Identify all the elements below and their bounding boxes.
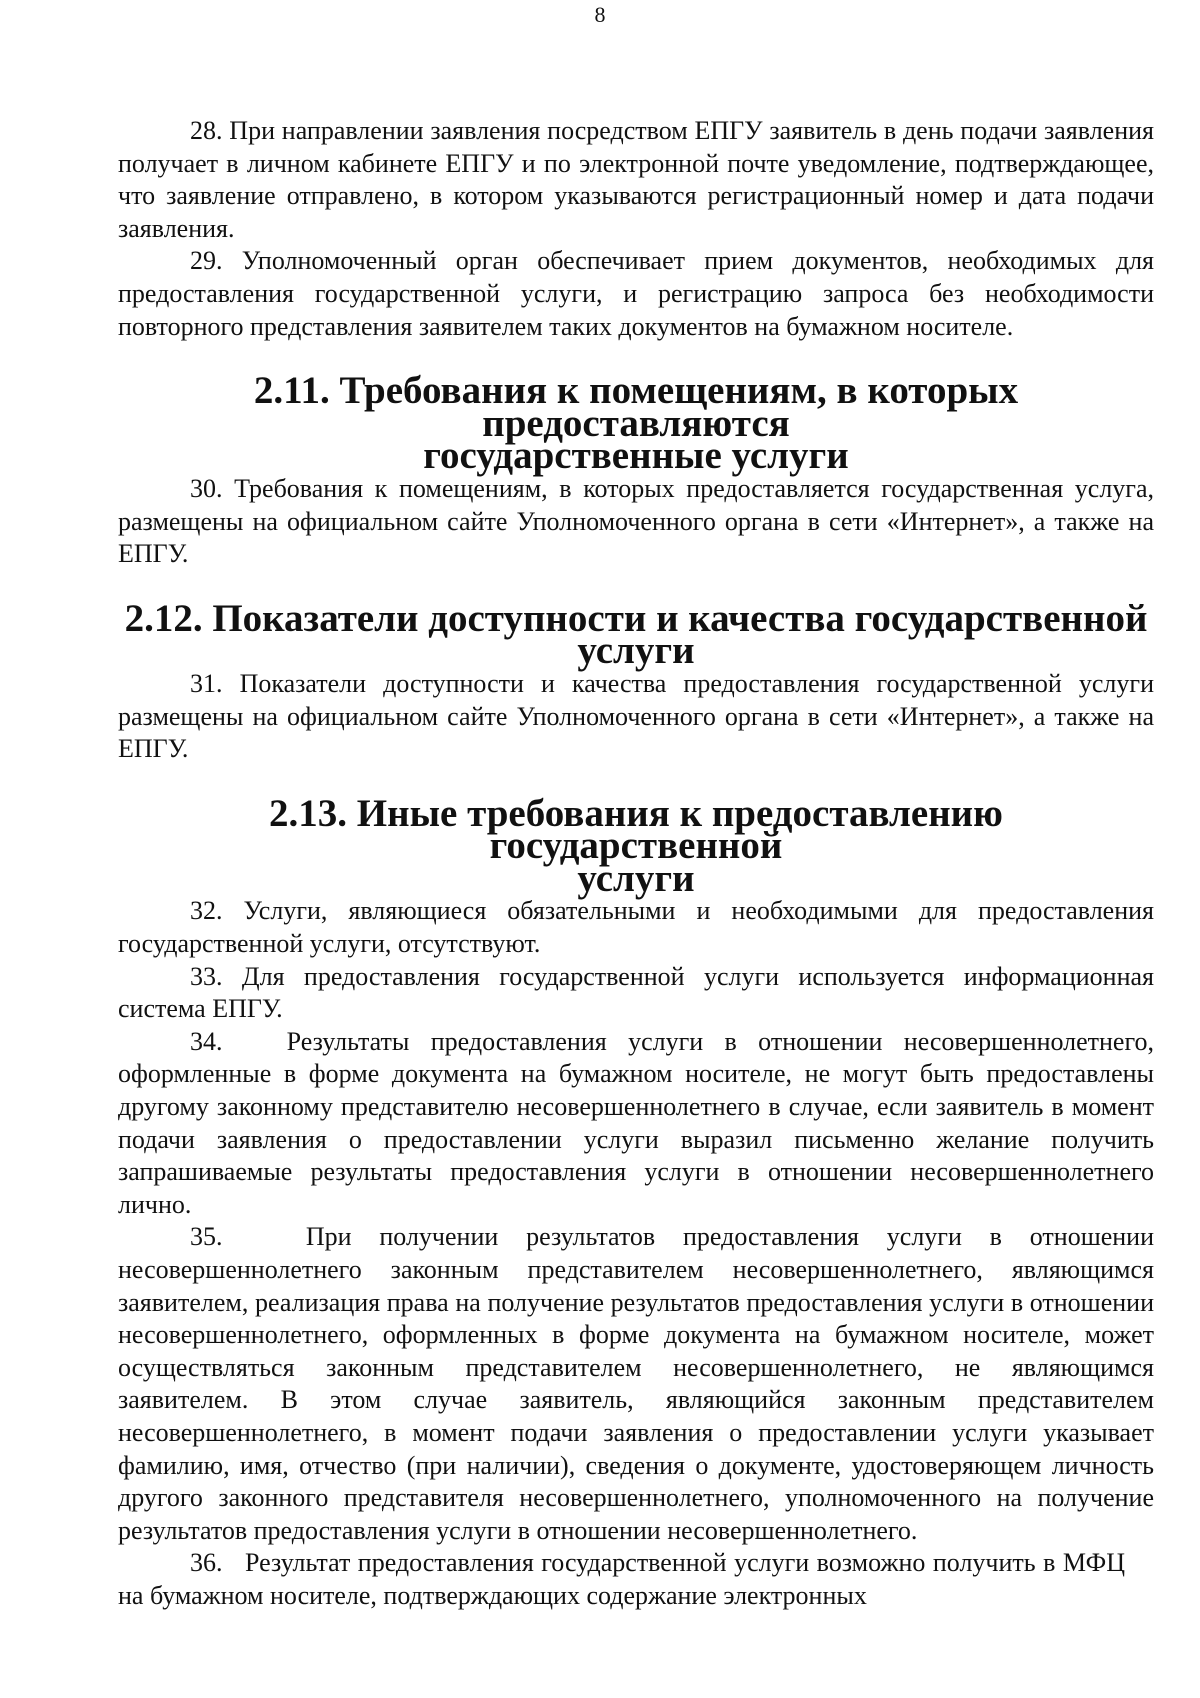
section-heading-2-13: [118, 791, 1154, 900]
paragraph-32: 32. Услуги, являющиеся обязательными и необходимыми для предоставления государственной услуги, отсутствуют.: [118, 896, 1154, 959]
paragraph-28: 28. При направлении заявления посредством ЕПГУ заявитель в день подачи заявления получает в личном кабинете ЕПГУ и по электронной почте уведомление, подтверждающее, что заявление отправлено, в котором указываются регистрационный номер и дата подачи заявления.: [118, 116, 1154, 243]
paragraph-34: 34. Результаты предоставления услуги в отношении несовершеннолетнего, оформленные в форме документа на бумажном носителе, не могут быть предоставлены другому законному представителю несовершеннолетнего в случае, если заявитель в момент подачи заявления о предоставлении услуги выразил письменно желание получить запрашиваемые результаты предоставления услуги в отношении несовершеннолетнего лично.: [118, 1026, 1154, 1219]
paragraph-30: 30. Требования к помещениям, в которых предоставляется государственная услуга, размещены на официальном сайте Уполномоченного органа в сети «Интернет», а также на ЕПГУ.: [118, 473, 1154, 569]
paragraph-35: 35. При получении результатов предоставления услуги в отношении несовершеннолетнего законным представителем несовершеннолетнего, являющимся заявителем, реализация права на получение результатов предоставления услуги в отношении несовершеннолетнего, оформленных в форме документа на бумажном носителе, может осуществляться законным представителем несовершеннолетнего, не являющимся заявителем. В этом случае заявитель, являющийся законным представителем несовершеннолетнего, в момент подачи заявления о предоставлении услуги указывает фамилию, имя, отчество (при наличии), сведения о документе, удостоверяющем личность другого законного представителя несовершеннолетнего, уполномоченного на получение результатов предоставления услуги в отношении несовершеннолетнего.: [118, 1222, 1154, 1545]
section-heading-2-12: [118, 596, 1154, 673]
paragraph-36: 36. Результат предоставления государственной услуги возможно получить в МФЦ на бумажном носителе, подтверждающих содержание электронных: [118, 1548, 1154, 1610]
section-heading-2-13-line-2: услуги: [577, 856, 695, 900]
section-heading-2-12-line-1: 2.12. Показатели доступности и качества государственной услуги: [124, 596, 1148, 673]
paragraph-29: 29. Уполномоченный орган обеспечивает прием документов, необходимых для предоставления государственной услуги, и регистрацию запроса без необходимости повторного представления заявителем таких документов на бумажном носителе.: [118, 246, 1154, 341]
section-heading-2-13-line-1: 2.13. Иные требования к предоставлению государственной: [269, 791, 1003, 868]
section-heading-2-11-line-2: государственные услуги: [423, 434, 849, 478]
section-heading-2-11: [118, 369, 1154, 478]
paragraph-33: 33. Для предоставления государственной услуги используется информационная система ЕПГУ.: [118, 961, 1154, 1024]
section-heading-2-11-line-1: 2.11. Требования к помещениям, в которых предоставляются: [253, 369, 1019, 445]
paragraph-31: 31. Показатели доступности и качества предоставления государственной услуги размещены на официальном сайте Уполномоченного органа в сети «Интернет», а также на ЕПГУ.: [118, 668, 1154, 764]
document-body: [118, 115, 1154, 1613]
page-number: 8: [594, 2, 606, 27]
